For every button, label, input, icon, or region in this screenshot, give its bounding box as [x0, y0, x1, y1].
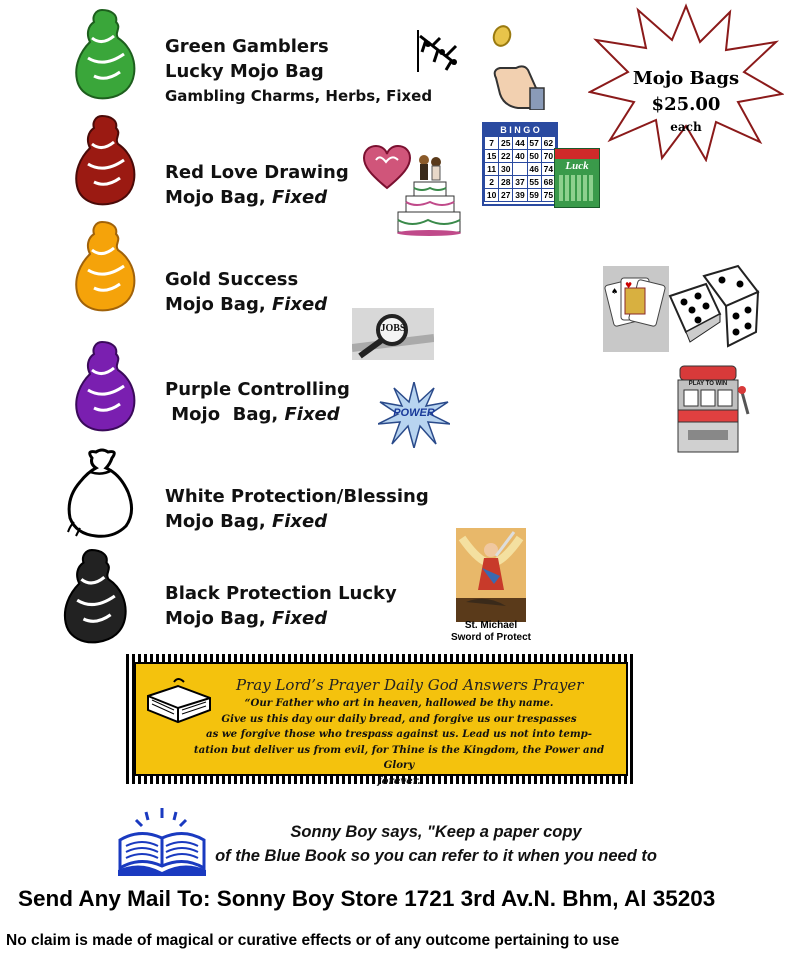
white-bag-icon	[66, 448, 138, 540]
slot-text: PLAY TO WIN	[688, 381, 728, 387]
dice-image	[668, 262, 760, 356]
power-text: POWER	[393, 407, 435, 419]
lottery-ticket-image	[554, 148, 600, 208]
starburst-price: $25.00	[651, 94, 721, 115]
prayer-box	[126, 654, 636, 787]
product-line2: Mojo Bag, Fixed	[165, 294, 328, 315]
product-black	[165, 581, 397, 631]
black-bag-icon	[60, 548, 132, 644]
gold-bag-icon	[74, 220, 138, 312]
product-line1: Gold Success	[165, 269, 299, 290]
sonny-quote: Sonny Boy says, "Keep a paper copy of the Blue Book so you can refer to it when you need to	[215, 823, 657, 865]
product-line2: Mojo Bag, Fixed	[165, 511, 328, 532]
disclaimer: No claim is made of magical or curative effects or of any outcome pertaining to use	[6, 932, 620, 949]
st-michael-image	[456, 528, 526, 626]
prayer-text: “Our Father who art in heaven, hallowed be thy name. Give us this day our daily bread, and forgive us our trespasses as we forgive those who trespass against us. Lead us not into temp- tation but deliver us from evil, for Thine is the Kingdom, the Power and Glory forever.	[193, 697, 605, 787]
power-burst-image	[378, 382, 450, 452]
product-line1: Black Protection Lucky	[165, 583, 397, 604]
bingo-header: B I N G O	[484, 124, 556, 136]
mail-address: Send Any Mail To: Sonny Boy Store 1721 3rd Av.N. Bhm, Al 35203	[18, 886, 716, 911]
bingo-grid: 7 25 44 57 62 15 22 40 50 70 11 30 46 74 2 28 37 55 68 10 27 39 59 75	[484, 136, 556, 202]
product-line1: Green Gamblers	[165, 36, 329, 57]
lottery-ticket-text: Luck	[565, 160, 589, 172]
red-bag-icon	[74, 114, 138, 206]
product-line2: Mojo Bag, Fixed	[165, 187, 328, 208]
product-line2: Lucky Mojo Bag	[165, 61, 324, 82]
product-line1: Red Love Drawing	[165, 162, 349, 183]
product-line2: Mojo Bag, Fixed	[165, 404, 340, 425]
coin-flip-hand-image	[486, 24, 546, 114]
product-line3: Gambling Charms, Herbs, Fixed	[165, 87, 433, 105]
product-white	[165, 484, 429, 534]
starburst-title: Mojo Bags	[632, 68, 740, 89]
product-line1: White Protection/Blessing	[165, 486, 429, 507]
prayer-heading: Pray Lord’s Prayer Daily God Answers Prayer	[236, 676, 584, 694]
bingo-card-image	[482, 122, 558, 206]
price-starburst	[588, 2, 784, 166]
herb-leaves-image	[416, 30, 462, 76]
starburst-each: each	[670, 120, 702, 134]
purple-bag-icon	[74, 340, 138, 432]
jobs-text: JOBS	[380, 323, 406, 334]
product-red	[165, 160, 349, 210]
product-line1: Purple Controlling	[165, 379, 350, 400]
playing-cards-image	[603, 266, 669, 352]
svg-text:♥: ♥	[625, 281, 633, 290]
green-bag-icon	[74, 8, 138, 100]
wedding-cake-image	[396, 152, 462, 240]
st-michael-caption: St. Michael Sword of Protect	[450, 620, 531, 643]
product-line2: Mojo Bag, Fixed	[165, 608, 328, 629]
svg-text:♠: ♠	[611, 287, 619, 296]
slot-machine-image	[672, 364, 752, 460]
jobs-magnifier-image	[352, 308, 434, 360]
product-purple	[165, 377, 350, 427]
product-green	[165, 34, 432, 109]
blue-book-icon	[116, 806, 208, 882]
product-gold	[165, 267, 327, 317]
